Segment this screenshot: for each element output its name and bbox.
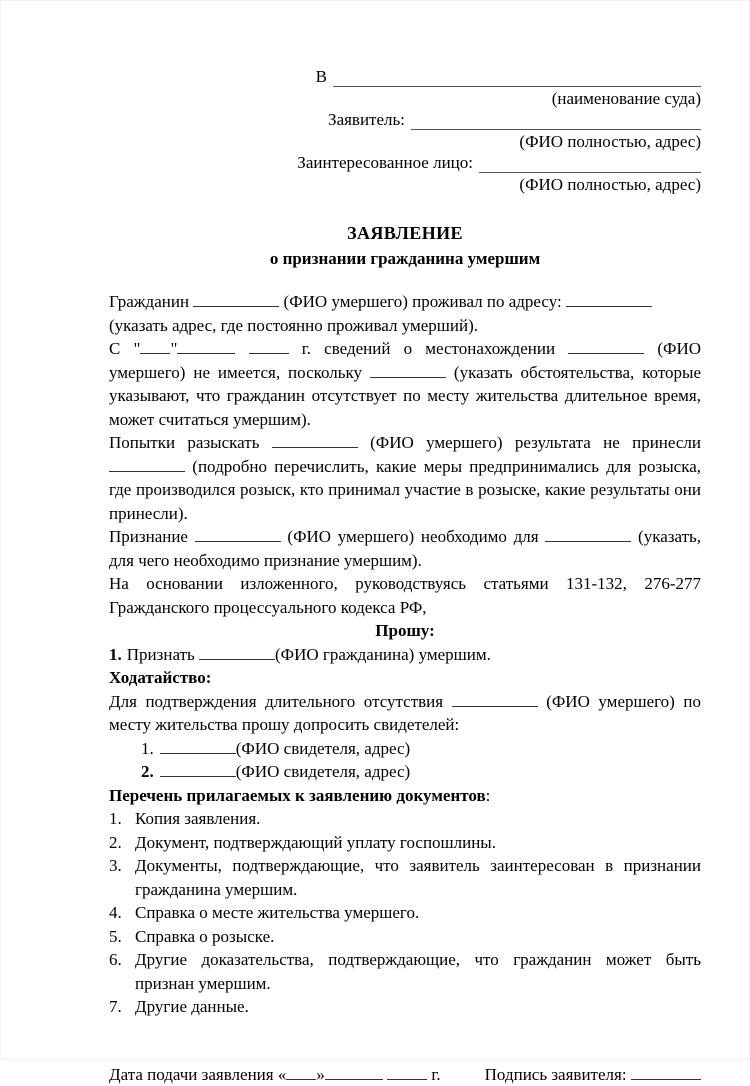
para2-part-d: (ФИО умершего) не имеется, поскольку [109, 339, 702, 382]
witness-number-1: 1. [141, 738, 154, 758]
paragraph-missing-since [109, 337, 701, 431]
attachment-number: 1. [109, 809, 122, 828]
blank-witness-1[interactable] [160, 753, 236, 754]
applicant-label: Заявитель: [328, 110, 405, 129]
list-item [109, 948, 701, 995]
request-item-1 [109, 643, 701, 667]
attachment-number: 2. [109, 832, 122, 852]
paragraph-motion-text [109, 690, 701, 737]
list-item [109, 807, 701, 831]
blank-deceased-name-5[interactable] [452, 706, 538, 707]
court-label: В [315, 67, 327, 86]
court-row [109, 67, 701, 87]
witness-number-2: 2. [141, 762, 154, 781]
blank-deceased-name-4[interactable] [195, 541, 281, 542]
witness-item-2 [109, 760, 701, 784]
attachment-text: Справка о месте жительства умершего. [135, 903, 420, 922]
signature-line [485, 1063, 701, 1086]
attachment-number: 5. [109, 926, 122, 946]
list-item [109, 995, 701, 1019]
signature-label: Подпись заявителя: [484, 1064, 627, 1084]
attachments-heading [109, 784, 701, 808]
request-item-number: 1. [109, 644, 122, 664]
attachment-number: 6. [109, 950, 122, 969]
attachment-text: Справка о розыске. [135, 926, 275, 946]
blank-footer-month[interactable] [325, 1079, 383, 1080]
list-item [109, 901, 701, 925]
attachment-text: Другие доказательства, подтверждающие, что гражданин может быть признан умершим. [135, 950, 701, 993]
attachment-text: Документ, подтверждающий уплату госпошлины. [135, 832, 496, 852]
para3-part-b: (ФИО умершего) результата не принесли [370, 433, 701, 452]
list-item [109, 854, 701, 901]
interested-party-fill-line[interactable] [479, 157, 701, 173]
document-body [109, 290, 701, 1019]
attachments-heading-colon: : [485, 785, 491, 805]
para2-part-b: " [170, 339, 178, 358]
date-label-c: г. [431, 1064, 441, 1084]
blank-month[interactable] [177, 353, 235, 354]
para1-part-b: (ФИО умершего) проживал по адресу: [283, 292, 562, 311]
document-header [109, 1, 701, 196]
request-heading: Прошу: [375, 621, 435, 640]
attachments-list [109, 807, 701, 1019]
date-label-a: Дата подачи заявления « [109, 1064, 287, 1084]
motion-heading: Ходатайство: [109, 668, 212, 687]
para4-part-b: (ФИО умершего) необходимо для [287, 527, 539, 546]
para2-part-c: г. сведений о местонахождении [301, 339, 556, 358]
blank-deceased-name-3[interactable] [272, 447, 358, 448]
motion-text-b: (ФИО умершего) по месту жительства прошу допросить свидетелей: [109, 691, 701, 734]
para4-part-c: (указать, для чего необходимо признание умершим). [109, 527, 702, 570]
blank-day[interactable] [140, 353, 170, 354]
date-line [109, 1063, 441, 1086]
blank-deceased-name-1[interactable] [193, 306, 279, 307]
page-title: ЗАЯВЛЕНИЕ [347, 223, 463, 243]
para3-part-c: (подробно перечислить, какие меры предпринимались для розыска, где производился розыск, кто принимал участие в розыске, какие результаты они принесли). [109, 456, 701, 523]
blank-purpose[interactable] [545, 541, 631, 542]
attachment-text: Документы, подтверждающие, что заявитель заинтересован в признании гражданина умершим. [135, 856, 701, 899]
para1-part-a: Гражданин [109, 292, 190, 311]
attachment-text: Другие данные. [135, 997, 249, 1016]
paragraph-legal-basis: На основании изложенного, руководствуясь статьями 131-132, 276-277 Гражданского процессуального кодекса РФ, [109, 574, 701, 617]
witness-caption-1: (ФИО свидетеля, адрес) [235, 738, 411, 758]
request-item-text-b: (ФИО гражданина) умершим. [274, 644, 491, 664]
para2-part-a: С " [109, 339, 141, 358]
interested-party-caption: (ФИО полностью, адрес) [519, 175, 701, 194]
document-content [109, 1, 701, 1086]
court-fill-line[interactable] [333, 71, 701, 87]
blank-footer-year[interactable] [387, 1079, 427, 1080]
paragraph-purpose [109, 525, 701, 572]
title-block [109, 222, 701, 270]
document-footer [109, 1063, 701, 1086]
applicant-fill-line[interactable] [411, 114, 701, 130]
witness-caption-2: (ФИО свидетеля, адрес) [235, 762, 411, 781]
paragraph-search-attempts [109, 431, 701, 525]
applicant-row [109, 110, 701, 130]
motion-text-a: Для подтверждения длительного отсутствия [109, 691, 444, 711]
paragraph-residence-note: (указать адрес, где постоянно проживал умерший). [109, 315, 478, 335]
attachment-number: 3. [109, 856, 122, 875]
applicant-caption: (ФИО полностью, адрес) [519, 132, 701, 151]
para3-part-a: Попытки разыскать [109, 433, 260, 452]
blank-witness-2[interactable] [160, 776, 236, 777]
attachments-heading-text: Перечень прилагаемых к заявлению документов [109, 785, 486, 805]
blank-footer-day[interactable] [286, 1079, 316, 1080]
request-item-text-a: Признать [126, 644, 195, 664]
paragraph-residence [109, 290, 701, 314]
blank-citizen-name[interactable] [199, 659, 275, 660]
para4-part-a: Признание [109, 527, 188, 546]
date-label-b: » [316, 1064, 325, 1084]
blank-search-measures[interactable] [109, 471, 185, 472]
blank-signature[interactable] [631, 1079, 701, 1080]
list-item [109, 925, 701, 949]
court-caption: (наименование суда) [551, 89, 701, 108]
interested-party-row [109, 153, 701, 173]
interested-party-label: Заинтересованное лицо: [297, 153, 473, 172]
blank-circumstances[interactable] [370, 377, 446, 378]
list-item [109, 831, 701, 855]
witness-item-1 [109, 737, 701, 761]
blank-year[interactable] [249, 353, 289, 354]
para2-part-e: (указать обстоятельства, которые указывают, что гражданин отсутствует по месту жительства длительное время, может считаться умершим). [109, 362, 702, 429]
blank-deceased-name-2[interactable] [568, 353, 644, 354]
attachment-number: 7. [109, 997, 122, 1016]
blank-address[interactable] [566, 306, 652, 307]
attachment-text: Копия заявления. [135, 809, 261, 828]
page-subtitle: о признании гражданина умершим [269, 249, 541, 268]
attachment-number: 4. [109, 903, 122, 922]
